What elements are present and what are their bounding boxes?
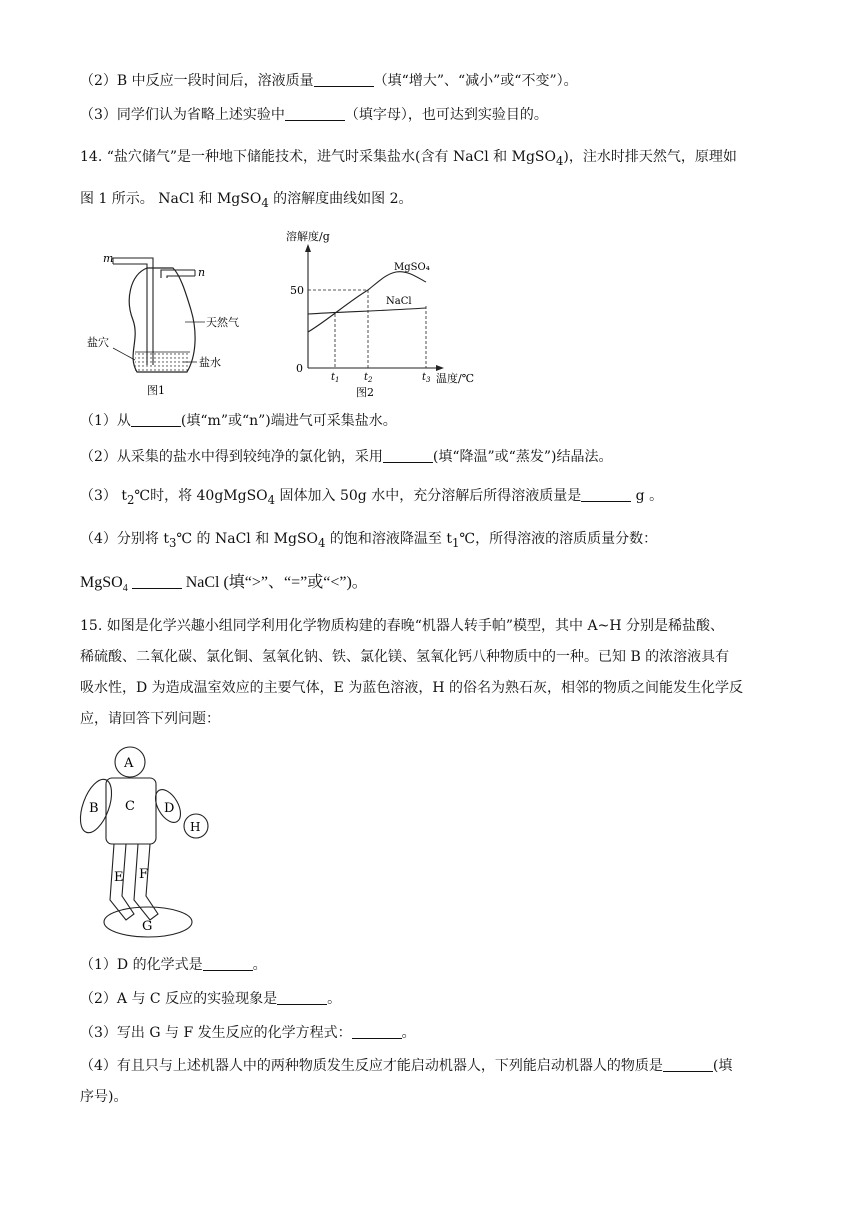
q13-part2: （2）B 中反应一段时间后，溶液质量 （填“增大”、“减小”或“不变”）。 [80,73,578,89]
q14-stem-line2: 图 1 所示。 NaCl 和 MgSO$_4$ 的溶解度曲线如图 2。 [80,191,413,210]
tube-m [113,258,153,365]
svg-text:G: G [142,919,153,934]
q15-stem-line2: 稀硫酸、二氧化碳、氯化铜、氢氧化钠、铁、氯化镁、氢氧化钙八种物质中的一种。已知 B 的浓溶液具有 [80,649,730,665]
answer-blank[interactable] [132,574,182,589]
label-salt-cave: 盐穴 [87,336,109,349]
figure-2-caption: 图2 [356,386,374,399]
tick-50: 50 [290,284,304,297]
q13-part3: （3）同学们认为省略上述实验中 （填字母），也可达到实验目的。 [80,107,548,123]
q15-part1: （1）D 的化学式是 。 [80,957,267,973]
answer-blank[interactable] [131,412,181,427]
svg-text:E: E [114,870,124,885]
svg-text:B: B [89,801,99,816]
q14-part4-answer: MgSO$_4$ NaCl (填“>”、“=”或“<”)。 [80,574,368,595]
label-m: m [103,252,114,265]
q15-stem-line4: 应，请回答下列问题： [80,711,220,727]
series-label-mgso4: MgSO₄ [394,262,430,273]
q14-part3: （3） $t_2℃$时，将 40gMgSO$_4$ 固体加入 50g 水中，充分溶解后所得溶液质量是 g 。 [80,488,664,507]
q15-part2: （2）A 与 C 反应的实验现象是 。 [80,991,342,1007]
origin-label: 0 [296,362,303,375]
answer-blank[interactable] [383,448,433,463]
q15-stem-line1: 15. 如图是化学兴趣小组同学利用化学物质构建的春晚“机器人转手帕”模型，其中 A~H 分别是稀盐酸、 [80,618,724,634]
label-n: n [198,266,206,279]
answer-blank[interactable] [314,72,374,87]
answer-blank[interactable] [352,1024,402,1039]
q14-part1: （1）从 (填“m”或“n”)端进气可采集盐水。 [80,413,397,429]
q14-stem-line1: 14. “盐穴储气”是一种地下储能技术，进气时采集盐水(含有 NaCl 和 MgSO$_4$)，注水时排天然气，原理如 [80,149,737,168]
label-natural-gas: 天然气 [206,316,239,329]
label-brine: 盐水 [199,356,221,369]
robot-figure [76,746,226,946]
figure-1-salt-cave [85,240,255,400]
answer-blank[interactable] [663,1057,713,1072]
brine-region [135,352,190,372]
robot-leg-f [134,844,158,920]
svg-text:H: H [190,820,201,834]
answer-blank[interactable] [277,990,327,1005]
q15-part3: （3）写出 G 与 F 发生反应的化学方程式： 。 [80,1025,416,1041]
q15-part4: （4）有且只与上述机器人中的两种物质发生反应才能启动机器人，下列能启动机器人的物质是 (填 [80,1058,733,1074]
svg-text:D: D [164,801,175,816]
q15-part4-cont: 序号)。 [80,1089,128,1105]
svg-text:F: F [139,867,149,882]
svg-text:A: A [124,756,134,771]
y-axis-label: 溶解度/g [286,230,330,243]
tick-t1: $t_1$ [331,372,340,384]
q15-stem-line3: 吸水性，D 为造成温室效应的主要气体，E 为蓝色溶液，H 的俗名为熟石灰，相邻的物质之间能发生化学反 [80,680,744,696]
tick-t2: $t_2$ [364,372,373,384]
x-axis-label: 温度/℃ [436,372,475,385]
figure-2-solubility-chart [268,222,488,402]
answer-blank[interactable] [581,487,631,502]
tick-t3: $t_3$ [422,372,431,384]
figure-1-caption: 图1 [147,384,165,397]
q14-part4: （4）分别将 $t_3℃$ 的 NaCl 和 MgSO$_4$ 的饱和溶液降温至 $t_1℃$，所得溶液的溶质质量分数： [80,531,658,550]
q14-part2: （2）从采集的盐水中得到较纯净的氯化钠，采用 (填“降温”或“蒸发”)结晶法。 [80,449,613,465]
answer-blank[interactable] [285,106,345,121]
answer-blank[interactable] [203,956,253,971]
svg-text:C: C [125,799,135,814]
series-label-nacl: NaCl [386,296,412,307]
nacl-curve [308,308,426,314]
